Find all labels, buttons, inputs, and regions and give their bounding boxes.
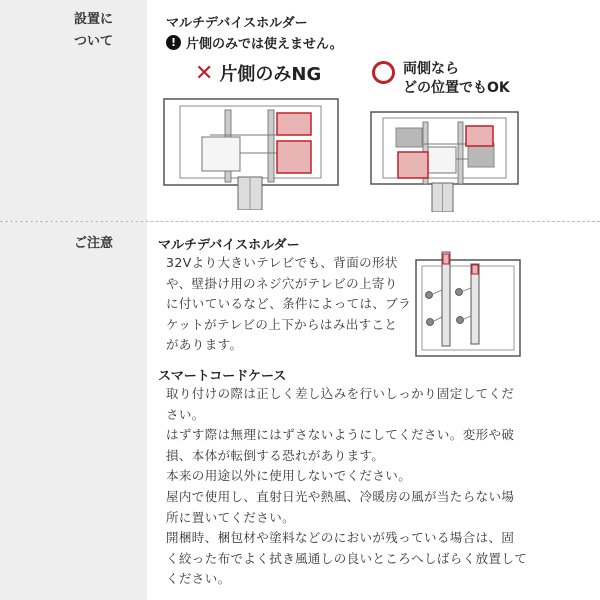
holder-grey-left bbox=[396, 128, 422, 147]
cord-case-line: 所に置いてください。 bbox=[166, 509, 296, 525]
holder-line: ケットがテレビの上下からはみ出すこと bbox=[166, 316, 398, 332]
cord-case-title: スマートコードケース bbox=[158, 369, 287, 384]
ng-illustration bbox=[160, 95, 345, 210]
cord-case-line: 開梱時、梱包材や塗料などのにおいが残っている場合は、固 bbox=[166, 530, 515, 546]
install-label-line: 設置に bbox=[74, 12, 114, 27]
cord-case-body bbox=[166, 384, 527, 590]
ng-row bbox=[195, 60, 321, 86]
holder-ng-top bbox=[277, 113, 311, 135]
install-label-line: ついて bbox=[74, 34, 114, 49]
cord-case-line: さい。 bbox=[166, 406, 205, 422]
warning-row bbox=[166, 33, 343, 51]
device-tray bbox=[428, 147, 456, 173]
cord-case-line: く絞った布でよく拭き風通しの良いところへしばらく放置して bbox=[166, 550, 528, 566]
holder-ok-right bbox=[466, 126, 493, 146]
exclamation-circle-icon: ! bbox=[166, 35, 181, 50]
ok-illustration bbox=[368, 107, 523, 212]
holder-ng-bottom bbox=[277, 141, 311, 173]
stand-pole bbox=[238, 177, 262, 210]
holder-line: や、壁掛け用のネジ穴がテレビの上寄り bbox=[166, 275, 398, 291]
caution-label: ご注意 bbox=[74, 236, 114, 251]
holder-ok-left bbox=[398, 152, 428, 178]
ok-label-line: 両側なら bbox=[403, 61, 459, 77]
holder-body bbox=[166, 253, 411, 356]
holder-title: マルチデバイスホルダー bbox=[158, 238, 300, 253]
cord-case-line: 屋内で使用し、直射日光や熱風、冷暖房の風が当たらない場 bbox=[166, 488, 515, 504]
caution-sidebar bbox=[0, 222, 147, 600]
holder-line: があります。 bbox=[166, 337, 243, 353]
tv-outline bbox=[164, 99, 338, 185]
stand-pole bbox=[432, 183, 453, 212]
warning-text: 片側のみでは使えません。 bbox=[186, 36, 343, 52]
ok-row bbox=[372, 60, 510, 98]
circle-icon bbox=[372, 61, 395, 84]
cord-case-line: はずす際は無理にはずさないようにしてください。変形や破 bbox=[166, 427, 515, 443]
device-tray bbox=[202, 137, 240, 171]
tv-back bbox=[416, 260, 520, 356]
cord-case-line: 本来の用途以外に使用しないでください。 bbox=[166, 468, 412, 484]
cross-icon: ✕ bbox=[195, 60, 214, 86]
cord-case-line: 取り付けの際は正しく差し込みを行いしっかり固定してくだ bbox=[166, 386, 515, 401]
cord-case-line: ください。 bbox=[166, 571, 231, 587]
cord-case-line: 損、本体が転倒する恐れがあります。 bbox=[166, 447, 385, 463]
section-divider bbox=[0, 221, 600, 222]
bracket-illustration bbox=[414, 250, 524, 362]
ng-label: 片側のみNG bbox=[219, 64, 322, 85]
install-label bbox=[74, 9, 113, 53]
install-title: マルチデバイスホルダー bbox=[166, 16, 308, 31]
ok-label bbox=[403, 60, 510, 98]
ok-label-line: どの位置でもOK bbox=[403, 80, 510, 96]
holder-line: に付いているなど、条件によっては、ブラ bbox=[166, 296, 412, 312]
holder-line: 32Vより大きいテレビでも、背面の形状 bbox=[166, 255, 398, 270]
